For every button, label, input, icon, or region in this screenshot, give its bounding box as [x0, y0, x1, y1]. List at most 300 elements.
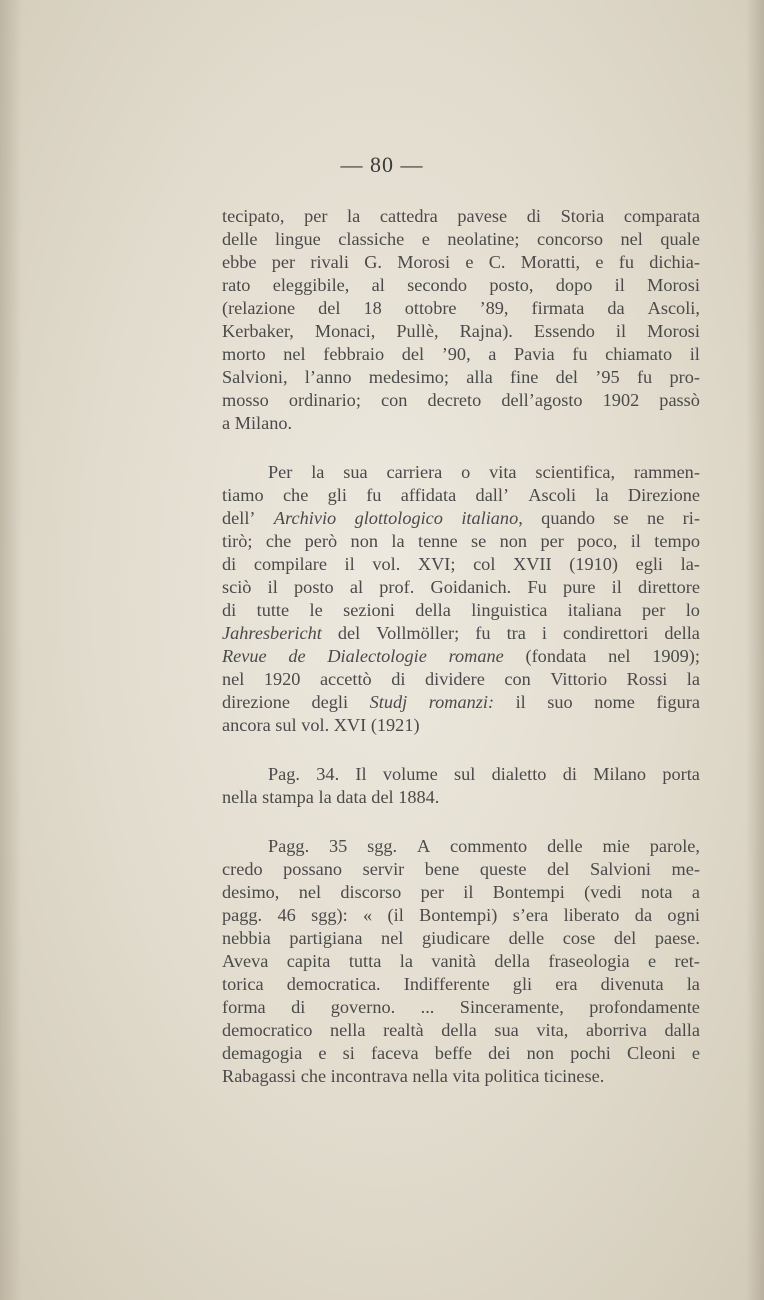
- paragraph-gap: [222, 737, 700, 763]
- word: Milano.: [234, 413, 293, 433]
- word: (vedi: [584, 882, 622, 902]
- word: tecipato,: [222, 206, 285, 226]
- word: per: [641, 600, 666, 620]
- word: del: [318, 298, 341, 318]
- word: concorso: [537, 229, 604, 249]
- word: 46: [277, 905, 296, 925]
- word: direzione: [222, 692, 291, 712]
- word: XVI: [333, 715, 367, 735]
- word: la: [347, 206, 361, 226]
- word: pagg.: [222, 905, 263, 925]
- word: della: [664, 623, 700, 643]
- word: secondo: [407, 275, 468, 295]
- word: tra: [506, 623, 526, 643]
- word: Morosi: [397, 252, 451, 272]
- word: la-: [680, 554, 700, 574]
- text-line: [222, 530, 700, 553]
- word: discorso: [340, 882, 402, 902]
- word: 1909);: [652, 646, 700, 666]
- word: alla: [466, 367, 493, 387]
- word: decreto: [427, 390, 482, 410]
- word: mie: [602, 836, 630, 856]
- word: 1902: [602, 390, 640, 410]
- word: compilare: [253, 554, 327, 574]
- word: nota: [641, 882, 673, 902]
- word: Pag.: [268, 764, 300, 784]
- word: sul: [454, 764, 476, 784]
- word: il: [630, 531, 641, 551]
- word: eleggibile,: [272, 275, 350, 295]
- word: ottobre: [404, 298, 457, 318]
- text-line: [222, 389, 700, 412]
- word: Pavia: [514, 344, 555, 364]
- word: ’89,: [479, 298, 509, 318]
- word: «: [363, 905, 373, 925]
- word: del: [337, 623, 361, 643]
- word: quando: [541, 508, 595, 528]
- text-line: [222, 645, 700, 668]
- word: Rajna).: [459, 321, 513, 341]
- word: italiana: [567, 600, 622, 620]
- word: il: [689, 344, 700, 364]
- word: (relazione: [222, 298, 296, 318]
- word: gli: [512, 974, 533, 994]
- word: tutta: [348, 951, 382, 971]
- word: Sinceramente,: [459, 997, 564, 1017]
- word: paese.: [654, 928, 700, 948]
- word: sgg.: [367, 836, 398, 856]
- word: il: [615, 321, 627, 341]
- word: figura: [656, 692, 700, 712]
- word: la: [311, 462, 325, 482]
- word: e: [595, 252, 604, 272]
- word: posto,: [489, 275, 534, 295]
- word: Fu: [527, 577, 547, 597]
- text-line: [222, 553, 700, 576]
- word: desimo,: [222, 882, 280, 902]
- word: morto: [222, 344, 266, 364]
- word: Rabagassi: [222, 1066, 297, 1086]
- word: e: [647, 951, 657, 971]
- word: delle: [508, 928, 545, 948]
- text-line: [222, 297, 700, 320]
- word: chiamato: [605, 344, 673, 364]
- text-line: [222, 1042, 700, 1065]
- word: nella: [412, 1066, 448, 1086]
- word: Ascoli,: [647, 298, 700, 318]
- word: sciò: [222, 577, 252, 597]
- word: ...: [420, 997, 435, 1017]
- word: realtà: [383, 1020, 424, 1040]
- word: s’era: [512, 905, 549, 925]
- word: XVII: [513, 554, 552, 574]
- word: lo: [685, 600, 700, 620]
- word: fu: [618, 252, 634, 272]
- text-line: [222, 1065, 700, 1088]
- word: che: [282, 485, 309, 505]
- word: la: [391, 531, 405, 551]
- text-line: [222, 927, 700, 950]
- text-line: [222, 576, 700, 599]
- word: delle: [222, 229, 258, 249]
- word: Per: [268, 462, 293, 482]
- word: il: [463, 882, 474, 902]
- word: se: [613, 508, 629, 528]
- word: con: [504, 669, 531, 689]
- word: a: [222, 413, 231, 433]
- word: sua: [343, 462, 368, 482]
- word: Goidanich.: [430, 577, 512, 597]
- text-line: [222, 881, 700, 904]
- word: lingue: [275, 229, 321, 249]
- word: XVI;: [417, 554, 456, 574]
- word: linguistica: [471, 600, 548, 620]
- word: con: [380, 390, 408, 410]
- text-line: [222, 251, 700, 274]
- word: fu: [475, 623, 491, 643]
- paragraph: [222, 461, 700, 737]
- word: il: [267, 577, 278, 597]
- page-number: — 80 —: [340, 152, 424, 177]
- word: dalla: [664, 1020, 700, 1040]
- word: (1921): [370, 715, 420, 735]
- word: possano: [283, 859, 343, 879]
- word: torica: [222, 974, 264, 994]
- text-line: [222, 858, 700, 881]
- word: vita,: [536, 1020, 569, 1040]
- word: Archivio: [273, 508, 337, 528]
- word: per: [540, 531, 564, 551]
- word: Pagg.: [268, 836, 310, 856]
- text-line: [222, 973, 700, 996]
- body-text: [222, 205, 700, 1088]
- text-line: [222, 691, 700, 714]
- word: di: [222, 600, 237, 620]
- word: parole,: [649, 836, 700, 856]
- word: glottologico: [354, 508, 443, 528]
- word: di: [391, 669, 406, 689]
- text-line: [222, 599, 700, 622]
- word: Indifferente: [403, 974, 490, 994]
- text-line: [222, 835, 700, 858]
- word: liberato: [563, 905, 620, 925]
- word: commento: [450, 836, 528, 856]
- word: del: [555, 367, 579, 387]
- word: del: [371, 787, 394, 807]
- word: fine: [509, 367, 539, 387]
- text-line: [222, 461, 700, 484]
- word: il: [515, 692, 526, 712]
- paragraph-gap: [222, 435, 700, 461]
- word: classiche: [338, 229, 405, 249]
- text-line: [222, 668, 700, 691]
- word: Storia: [560, 206, 605, 226]
- word: volume: [382, 764, 438, 784]
- word: pure: [562, 577, 596, 597]
- word: nebbia: [222, 928, 271, 948]
- word: ’90,: [441, 344, 471, 364]
- word: (fondata: [525, 646, 587, 666]
- word: non: [350, 531, 378, 551]
- word: dell’agosto: [501, 390, 583, 410]
- word: Ascoli: [528, 485, 577, 505]
- word: Essendo: [533, 321, 595, 341]
- word: cattedra: [379, 206, 438, 226]
- word: me-: [671, 859, 700, 879]
- word: tenne: [417, 531, 458, 551]
- word: tempo: [654, 531, 700, 551]
- text-line: [222, 714, 700, 737]
- word: firmata: [531, 298, 585, 318]
- word: che: [300, 1066, 327, 1086]
- word: dall’: [475, 485, 510, 505]
- word: cose: [562, 928, 596, 948]
- word: la: [686, 669, 700, 689]
- word: al: [349, 577, 364, 597]
- word: e: [465, 252, 474, 272]
- word: nel: [298, 882, 322, 902]
- word: la: [686, 974, 700, 994]
- word: vol.: [372, 554, 401, 574]
- word: non: [526, 1043, 555, 1063]
- word: porta: [662, 764, 700, 784]
- word: però: [304, 531, 338, 551]
- word: al: [371, 275, 385, 295]
- text-line: [222, 412, 700, 435]
- word: l’anno: [304, 367, 352, 387]
- word: servir: [362, 859, 405, 879]
- word: a: [488, 344, 497, 364]
- word: Morosi: [647, 275, 700, 295]
- word: Salvioni: [589, 859, 651, 879]
- paragraph: [222, 835, 700, 1088]
- text-line: [222, 366, 700, 389]
- word: di: [222, 554, 237, 574]
- word: comparata: [623, 206, 700, 226]
- word: partigiana: [289, 928, 363, 948]
- word: gli: [327, 485, 347, 505]
- word: tutte: [256, 600, 290, 620]
- word: la: [399, 951, 413, 971]
- word: nel: [222, 669, 245, 689]
- word: mosso: [222, 390, 269, 410]
- word: o: [461, 462, 471, 482]
- word: rivali: [310, 252, 349, 272]
- word: della: [494, 951, 530, 971]
- word: romane: [448, 646, 504, 666]
- word: capita: [286, 951, 331, 971]
- word: forma: [222, 997, 266, 1017]
- word: 34.: [316, 764, 340, 784]
- word: prof.: [379, 577, 415, 597]
- word: posto: [294, 577, 334, 597]
- word: politica: [484, 1066, 540, 1086]
- word: ordinario;: [288, 390, 361, 410]
- word: della: [415, 600, 451, 620]
- word: nella: [329, 1020, 366, 1040]
- word: Kerbaker,: [222, 321, 294, 341]
- word: di: [526, 206, 541, 226]
- word: i: [541, 623, 547, 643]
- word: era: [555, 974, 578, 994]
- word: Jahresbericht: [222, 623, 322, 643]
- word: suo: [547, 692, 573, 712]
- word: data: [336, 787, 367, 807]
- word: bene: [424, 859, 460, 879]
- word: sgg):: [311, 905, 348, 925]
- word: non: [499, 531, 528, 551]
- word: giudicare: [422, 928, 491, 948]
- word: aborriva: [585, 1020, 647, 1040]
- word: di: [562, 764, 577, 784]
- word: affidata: [400, 485, 457, 505]
- word: democratico: [222, 1020, 313, 1040]
- word: degli: [311, 692, 349, 712]
- word: col: [473, 554, 496, 574]
- word: 1920: [263, 669, 301, 689]
- word: condirettori: [563, 623, 649, 643]
- word: poco,: [577, 531, 618, 551]
- word: credo: [222, 859, 263, 879]
- word: faceva: [370, 1043, 419, 1063]
- word: il: [614, 275, 625, 295]
- word: per: [304, 206, 328, 226]
- word: Pullè,: [396, 321, 439, 341]
- word: fraseologia: [548, 951, 630, 971]
- word: italiano,: [461, 508, 523, 528]
- word: che: [265, 531, 292, 551]
- word: pro-: [669, 367, 700, 387]
- word: Vollmöller;: [376, 623, 460, 643]
- word: direttore: [638, 577, 700, 597]
- word: romanzi:: [428, 692, 495, 712]
- word: Revue: [222, 646, 267, 666]
- word: stampa: [262, 787, 314, 807]
- word: democratica.: [286, 974, 381, 994]
- word: nel: [283, 344, 306, 364]
- text-line: [222, 1019, 700, 1042]
- word: 1884.: [398, 787, 440, 807]
- word: ret-: [674, 951, 700, 971]
- word: ne: [647, 508, 665, 528]
- word: nella: [222, 787, 258, 807]
- word: Monaci,: [314, 321, 376, 341]
- word: dell’: [222, 508, 256, 528]
- word: la: [318, 787, 332, 807]
- word: sua: [494, 1020, 519, 1040]
- word: nel: [381, 928, 404, 948]
- word: quale: [660, 229, 700, 249]
- word: A: [416, 836, 431, 856]
- text-line: [222, 228, 700, 251]
- word: Direzione: [627, 485, 700, 505]
- word: rammen-: [633, 462, 700, 482]
- word: fu: [572, 344, 588, 364]
- word: ogni: [667, 905, 700, 925]
- word: pavese: [457, 206, 508, 226]
- paragraph: [222, 205, 700, 435]
- word: per: [420, 882, 444, 902]
- word: vanità: [431, 951, 477, 971]
- word: dichia-: [649, 252, 700, 272]
- word: tiamo: [222, 485, 264, 505]
- text-line: [222, 996, 700, 1019]
- word: queste: [479, 859, 527, 879]
- word: incontrava: [330, 1066, 408, 1086]
- word: fu: [366, 485, 382, 505]
- paragraph: [222, 763, 700, 809]
- text-line: [222, 274, 700, 297]
- word: pochi: [570, 1043, 611, 1063]
- word: egli: [635, 554, 663, 574]
- word: governo.: [330, 997, 396, 1017]
- word: nome: [594, 692, 635, 712]
- word: carriera: [386, 462, 443, 482]
- word: e: [318, 1043, 327, 1063]
- text-line: [222, 484, 700, 507]
- text-line: [222, 904, 700, 927]
- word: ancora: [222, 715, 271, 735]
- word: dialetto: [491, 764, 547, 784]
- text-line: [222, 950, 700, 973]
- word: (il: [387, 905, 404, 925]
- word: il: [611, 577, 622, 597]
- text-line: [222, 507, 700, 530]
- word: profondamente: [589, 997, 700, 1017]
- word: a: [691, 882, 700, 902]
- word: ebbe: [222, 252, 257, 272]
- word: passò: [659, 390, 700, 410]
- word: de: [288, 646, 306, 666]
- word: demagogia: [222, 1043, 303, 1063]
- word: del: [613, 928, 637, 948]
- word: del: [547, 859, 570, 879]
- word: ri-: [682, 508, 700, 528]
- word: sezioni: [343, 600, 395, 620]
- text-line: [222, 343, 700, 366]
- word: G.: [364, 252, 382, 272]
- word: si: [342, 1043, 355, 1063]
- word: Bontempi): [419, 905, 498, 925]
- word: Bontempi: [492, 882, 565, 902]
- word: Rossi: [626, 669, 668, 689]
- word: medesimo;: [368, 367, 450, 387]
- word: nel: [608, 646, 631, 666]
- word: Vittorio: [550, 669, 608, 689]
- word: la: [595, 485, 609, 505]
- word: Il: [355, 764, 367, 784]
- word: vita: [452, 1066, 480, 1086]
- text-line: [222, 320, 700, 343]
- word: Dialectologie: [327, 646, 427, 666]
- word: per: [271, 252, 296, 272]
- word: Morosi: [647, 321, 700, 341]
- word: neolatine;: [447, 229, 520, 249]
- text-line: [222, 763, 700, 786]
- word: dividere: [424, 669, 485, 689]
- word: 35: [329, 836, 348, 856]
- word: delle: [547, 836, 583, 856]
- text-line: [222, 622, 700, 645]
- word: divenuta: [600, 974, 664, 994]
- word: vita: [489, 462, 517, 482]
- word: il: [344, 554, 355, 574]
- paragraph-gap: [222, 809, 700, 835]
- word: 18: [363, 298, 382, 318]
- word: Cleoni: [626, 1043, 676, 1063]
- word: dopo: [555, 275, 593, 295]
- word: vol.: [301, 715, 330, 735]
